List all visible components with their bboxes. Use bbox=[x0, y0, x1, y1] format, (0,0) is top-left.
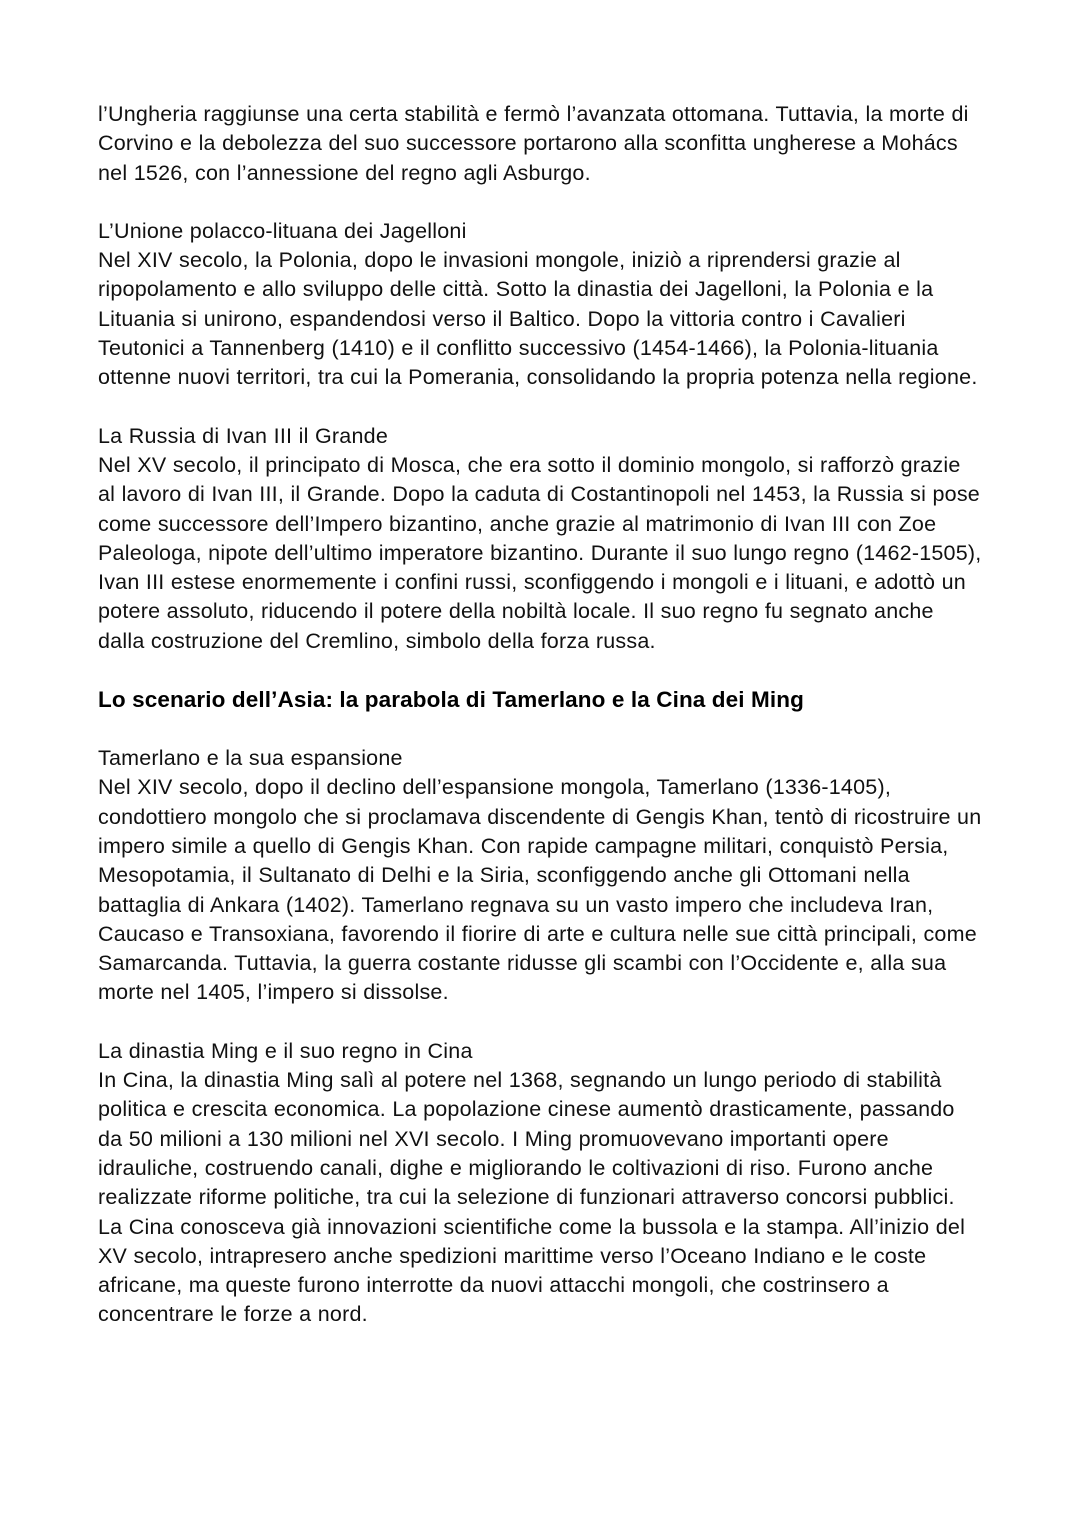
paragraph-dinastia-ming bbox=[98, 1037, 982, 1330]
body-dinastia-ming: In Cina, la dinastia Ming salì al potere nel 1368, segnando un lungo periodo di stabilità politica e crescita economica. La popolazione cinese aumentò drasticamente, passando da 50 milioni a 130 milioni nel XVI secolo. I Ming promuovevano importanti opere idrauliche, costruendo canali, dighe e migliorando le coltivazioni di riso. Furono anche realizzate riforme politiche, tra cui la selezione di funzionari attraverso concorsi pubblici. La Cina conosceva già innovazioni scientifiche come la bussola e la stampa. All’inizio del XV secolo, intrapresero anche spedizioni marittime verso l’Oceano Indiano e le coste africane, ma queste furono interrotte da nuovi attacchi mongoli, che costrinsero a concentrare le forze a nord. bbox=[98, 1068, 966, 1327]
section-heading-asia: Lo scenario dell’Asia: la parabola di Tamerlano e la Cina dei Ming bbox=[98, 687, 804, 713]
body-tamerlano-espansione: Nel XIV secolo, dopo il declino dell’espansione mongola, Tamerlano (1336-1405), condottiero mongolo che si proclamava discendente di Gengis Khan, tentò di ricostruire un impero simile a quello di Gengis Khan. Con rapide campagne militari, conquistò Persia, Mesopotamia, il Sultanato di Delhi e la Siria, sconfiggendo anche gli Ottomani nella battaglia di Ankara (1402). Tamerlano regnava su un vasto impero che includeva Iran, Caucaso e Transoxiana, favorendo il fiorire di arte e cultura nelle sue città principali, come Samarcanda. Tuttavia, la guerra costante ridusse gli scambi con l’Occidente e, alla sua morte nel 1405, l’impero si dissolse. bbox=[98, 775, 982, 1005]
subheading-dinastia-ming: La dinastia Ming e il suo regno in Cina bbox=[98, 1038, 473, 1063]
paragraph-tamerlano-espansione bbox=[98, 744, 982, 1008]
paragraph-unione-polacco-lituana bbox=[98, 217, 982, 393]
subheading-tamerlano-espansione: Tamerlano e la sua espansione bbox=[98, 746, 403, 771]
paragraph-ungheria-continuation: l’Ungheria raggiunse una certa stabilità e fermò l’avanzata ottomana. Tuttavia, la morte di Corvino e la debolezza del suo successore portarono alla sconfitta ungherese a Mohács nel 1526, con l’annessione del regno agli Asburgo. bbox=[98, 102, 969, 185]
body-russia-ivan-iii: Nel XV secolo, il principato di Mosca, che era sotto il dominio mongolo, si rafforzò grazie al lavoro di Ivan III, il Grande. Dopo la caduta di Costantinopoli nel 1453, la Russia si pose come successore dell’Impero bizantino, anche grazie al matrimonio di Ivan III con Zoe Paleologa, nipote dell’ultimo imperatore bizantino. Durante il suo lungo regno (1462-1505), Ivan III estese enormemente i confini russi, sconfiggendo i mongoli e i lituani, e adottò un potere assoluto, riducendo il potere della nobiltà locale. Il suo regno fu segnato anche dalla costruzione del Cremlino, simbolo della forza russa. bbox=[98, 452, 982, 653]
subheading-unione-polacco-lituana: L’Unione polacco-lituana dei Jagelloni bbox=[98, 218, 467, 243]
body-unione-polacco-lituana: Nel XIV secolo, la Polonia, dopo le invasioni mongole, iniziò a riprendersi grazie al ripopolamento e allo sviluppo delle città. Sotto la dinastia dei Jagelloni, la Polonia e la Lituania si unirono, espandendosi verso il Baltico. Dopo la vittoria contro i Cavalieri Teutonici a Tannenberg (1410) e il conflitto successivo (1454-1466), la Polonia-lituania ottenne nuovi territori, tra cui la Pomerania, consolidando la propria potenza nella regione. bbox=[98, 248, 978, 390]
paragraph-russia-ivan-iii bbox=[98, 422, 982, 656]
subheading-russia-ivan-iii: La Russia di Ivan III il Grande bbox=[98, 423, 388, 448]
document-text-body bbox=[98, 100, 982, 1330]
